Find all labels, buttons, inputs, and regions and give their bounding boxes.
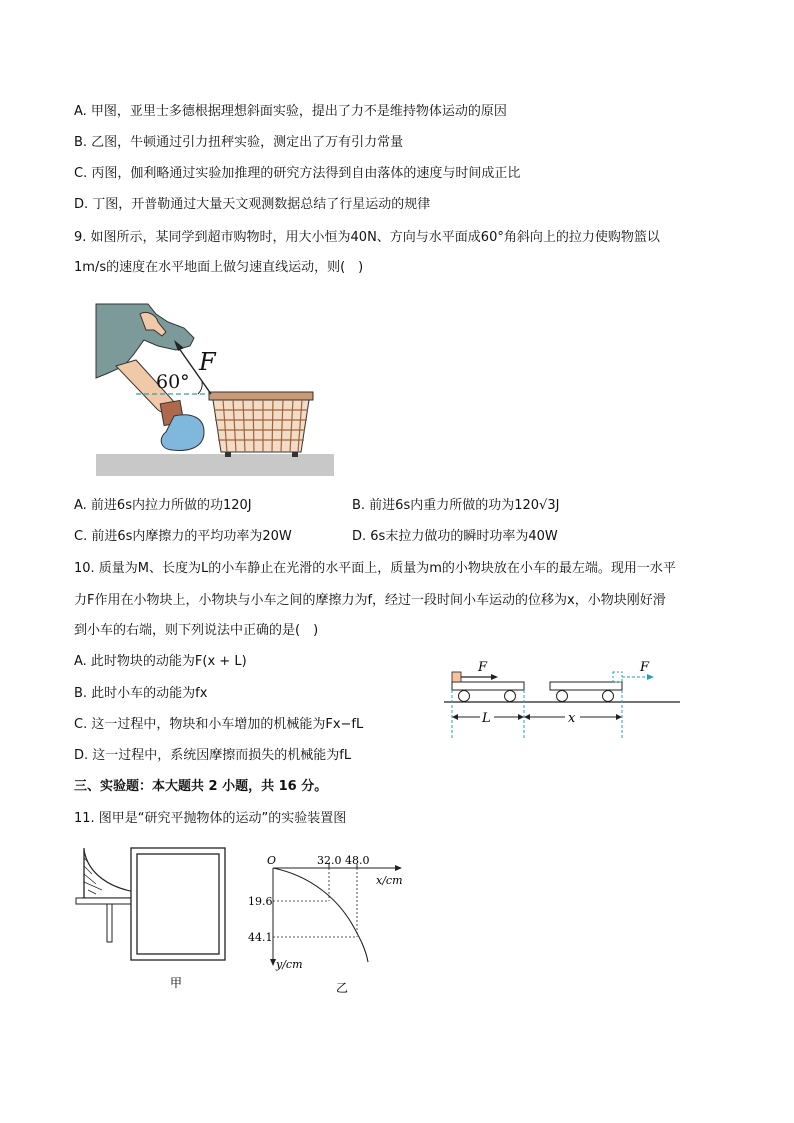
ground: [96, 454, 334, 476]
y-axis-label: y/cm: [276, 958, 303, 971]
q9-option-a: A. 前进6s内拉力所做的功120J: [74, 498, 252, 513]
y-tick-19-6: 19.6: [248, 895, 273, 908]
q9-shopping-figure: [96, 304, 336, 480]
fig-a-caption: 甲: [170, 976, 183, 990]
q10-option-a: A. 此时物块的动能为F(x + L): [74, 654, 247, 669]
q8-option-b: B. 乙图，牛顿通过引力扭秤实验，测定出了万有引力常量: [74, 135, 404, 150]
disp-label: x: [568, 711, 576, 726]
force-label: F: [199, 348, 216, 376]
q9-option-d: D. 6s末拉力做功的瞬时功率为40W: [352, 529, 558, 544]
x-tick-48: 48.0: [345, 854, 370, 867]
q9-option-c: C. 前进6s内摩擦力的平均功率为20W: [74, 529, 292, 544]
q10-option-d: D. 这一过程中，系统因摩擦而损失的机械能为fL: [74, 748, 352, 763]
q10-stem-line3: 到小车的右端，则下列说法中正确的是( ): [74, 623, 319, 638]
length-label: L: [482, 711, 491, 726]
q11-stem: 11. 图甲是“研究平抛物体的运动”的实验装置图: [74, 811, 347, 826]
basket: [209, 392, 313, 457]
q8-option-a: A. 甲图，亚里士多德根据理想斜面实验，提出了力不是维持物体运动的原因: [74, 104, 507, 119]
q10-cart-figure: [440, 656, 685, 742]
x-axis-label: x/cm: [376, 874, 403, 887]
y-tick-44-1: 44.1: [248, 931, 273, 944]
angle-label: 60°: [156, 371, 190, 393]
origin-label: O: [267, 854, 277, 867]
q11-apparatus-figure: [74, 844, 234, 994]
q10-option-b: B. 此时小车的动能为fx: [74, 686, 208, 701]
q8-option-d: D. 丁图，开普勒通过大量天文观测数据总结了行星运动的规律: [74, 197, 431, 212]
x-tick-32: 32.0: [317, 854, 342, 867]
section-3-title: 三、实验题：本大题共 2 小题，共 16 分。: [74, 779, 328, 794]
force-label-2: F: [640, 660, 650, 675]
fig-b-caption: 乙: [336, 981, 349, 995]
q10-stem-line2: 力F作用在小物块上，小物块与小车之间的摩擦力为f，经过一段时间小车运动的位移为x，小物块刚好滑: [74, 593, 666, 608]
force-label-1: F: [478, 660, 488, 675]
q9-option-b: B. 前进6s内重力所做的功为120√3J: [352, 498, 560, 513]
q10-option-c: C. 这一过程中，物块和小车增加的机械能为Fx−fL: [74, 717, 364, 732]
q9-stem-line2: 1m/s的速度在水平地面上做匀速直线运动，则( ): [74, 260, 364, 275]
trajectory-curve: [273, 868, 368, 962]
q9-stem-line1: 9. 如图所示，某同学到超市购物时，用大小恒为40N、方向与水平面成60°角斜向上的拉力使购物篮以: [74, 230, 660, 245]
q11-trajectory-graph: [240, 850, 410, 996]
q8-option-c: C. 丙图，伽利略通过实验加推理的研究方法得到自由落体的速度与时间成正比: [74, 166, 521, 181]
block: [452, 672, 461, 682]
q10-stem-line1: 10. 质量为M、长度为L的小车静止在光滑的水平面上，质量为m的小物块放在小车的最左端。现用一水平: [74, 561, 676, 576]
